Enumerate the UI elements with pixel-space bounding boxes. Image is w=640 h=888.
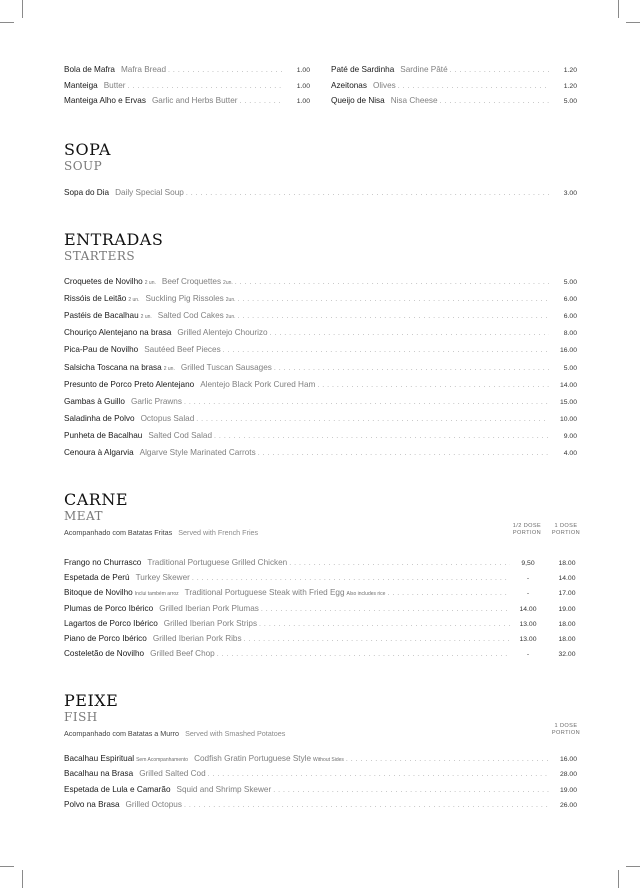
- menu-item: [64, 396, 577, 408]
- dot-leader: [450, 65, 549, 76]
- item-price: 16.00: [559, 347, 577, 355]
- dot-leader: [235, 277, 549, 288]
- dot-leader: [217, 649, 510, 660]
- item-name-en: Mafra Bread: [120, 65, 167, 74]
- note-en: Served with French Fries: [178, 528, 259, 537]
- item-name-pt: Paté de Sardinha: [331, 65, 395, 74]
- note-pt: Acompanhado com Batatas a Murro: [64, 729, 180, 738]
- item-name-en: Octopus Salad: [140, 413, 195, 423]
- item-name-en: Traditional Portuguese Grilled Chicken: [147, 558, 288, 567]
- item-qty-en: Without Sides: [313, 757, 344, 763]
- item-half-price: -: [526, 651, 530, 659]
- item-qty-en: 2un.: [223, 280, 233, 286]
- item-price: 19.00: [559, 786, 577, 794]
- item-qty-en: 2un.: [225, 314, 236, 321]
- dot-leader: [192, 573, 510, 584]
- item-name-pt: Rissóis de Leitão: [64, 294, 127, 304]
- menu-item: [64, 80, 310, 92]
- section-note-fish: [64, 729, 285, 738]
- menu-item: [331, 80, 577, 92]
- section-subtitle-starters: STARTERS: [64, 249, 136, 263]
- item-name-pt: Sopa do Dia: [64, 188, 110, 197]
- column-header-half-portion: [509, 523, 545, 537]
- column-header-full-portion: [546, 723, 586, 737]
- section-title-entradas: ENTRADAS: [64, 230, 164, 249]
- item-half-price: -: [526, 590, 530, 598]
- item-price: 5.00: [563, 279, 577, 286]
- item-qty-en: 2un.: [225, 297, 236, 304]
- dot-leader: [259, 619, 510, 630]
- item-name-en: Grilled Beef Chop: [150, 649, 215, 659]
- item-name-pt: Pastéis de Bacalhau: [64, 311, 139, 321]
- menu-item: [64, 753, 577, 766]
- menu-item: [64, 95, 310, 107]
- item-half-price: 13.00: [519, 620, 537, 628]
- dot-leader: [440, 96, 549, 107]
- item-name-en: Suckling Pig Rissoles: [145, 294, 224, 304]
- section-title-peixe: PEIXE: [64, 691, 119, 710]
- crop-mark: [22, 870, 23, 888]
- item-name-pt: Espetada de Lula e Camarão: [64, 784, 171, 794]
- menu-item: [64, 430, 577, 442]
- dot-leader: [261, 604, 510, 615]
- item-qty-pt: 2 un.: [140, 314, 152, 321]
- menu-item: [64, 648, 585, 660]
- menu-item: [64, 413, 577, 425]
- crop-mark: [22, 0, 23, 18]
- item-price: 14.00: [558, 575, 576, 583]
- item-name-pt: Bola de Mafra: [64, 65, 115, 74]
- item-name-pt: Frango no Churrasco: [64, 558, 142, 567]
- item-price: 1.20: [563, 67, 577, 74]
- dot-leader: [258, 448, 549, 459]
- dot-leader: [223, 345, 549, 356]
- menu-item: [64, 447, 577, 459]
- menu-item: [64, 327, 577, 339]
- dot-leader: [238, 294, 550, 305]
- menu-item: [64, 344, 577, 356]
- item-name-pt: Pica-Pau de Novilho: [64, 345, 139, 355]
- section-title-carne: CARNE: [64, 490, 129, 509]
- menu-item: [64, 799, 577, 811]
- item-name-en: Grilled Iberian Pork Strips: [163, 618, 258, 628]
- item-name-en: Sautéed Beef Pieces: [144, 345, 221, 355]
- menu-item: [64, 768, 577, 780]
- column-header-line: 1/2 DOSE: [512, 523, 542, 529]
- item-name-pt: Lagartos de Porco Ibérico: [64, 618, 158, 628]
- crop-mark: [0, 866, 14, 867]
- item-name-en: Algarve Style Marinated Carrots: [139, 448, 256, 457]
- item-price: 10.00: [559, 415, 577, 423]
- item-qty-pt: 2 un.: [128, 297, 140, 304]
- item-price: 26.00: [559, 801, 577, 809]
- dot-leader: [387, 588, 510, 599]
- dot-leader: [244, 634, 510, 645]
- item-name-pt: Bitoque de Novilho: [64, 588, 133, 598]
- item-price: 6.00: [563, 296, 577, 304]
- menu-item: [64, 293, 577, 306]
- item-name-en: Codfish Gratin Portuguese Style: [194, 754, 312, 763]
- item-price: 16.00: [559, 756, 577, 763]
- dot-leader: [240, 96, 283, 107]
- menu-item: [64, 379, 577, 391]
- item-half-price: 13.00: [519, 636, 537, 643]
- item-price: 28.00: [559, 771, 577, 779]
- section-subtitle-meat: MEAT: [64, 509, 104, 523]
- item-name-pt: Queijo de Nisa: [331, 96, 385, 105]
- dot-leader: [273, 785, 549, 796]
- menu-item: [64, 633, 585, 645]
- item-name-pt: Azeitonas: [331, 80, 367, 90]
- item-name-pt: Polvo na Brasa: [64, 799, 120, 809]
- item-name-en: Beef Croquettes: [161, 277, 222, 286]
- item-name-en: Traditional Portuguese Steak with Fried Egg: [184, 588, 345, 598]
- note-en: Served with Smashed Potatoes: [185, 729, 286, 738]
- menu-item: [64, 587, 585, 600]
- item-half-price: 9,50: [521, 560, 535, 567]
- menu-item: [64, 187, 577, 199]
- note-pt: Acompanhado com Batatas Fritas: [64, 528, 173, 537]
- column-header-line: PORTION: [512, 530, 542, 536]
- item-price: 5.00: [563, 364, 577, 372]
- dot-leader: [289, 558, 510, 569]
- dot-leader: [186, 188, 549, 199]
- item-name-pt: Croquetes de Novilho: [64, 277, 143, 286]
- item-name-en: Olives: [372, 80, 396, 90]
- item-name-pt: Salsicha Toscana na brasa: [64, 362, 162, 372]
- crop-mark: [618, 0, 619, 18]
- item-price: 1.00: [296, 82, 310, 90]
- dot-leader: [274, 363, 549, 374]
- item-name-pt: Manteiga Alho e Ervas: [64, 96, 146, 105]
- dot-leader: [184, 397, 549, 408]
- item-qty-en: Also includes rice: [346, 591, 386, 598]
- dot-leader: [238, 311, 549, 322]
- item-name-en: Squid and Shrimp Skewer: [176, 784, 272, 794]
- section-subtitle-soup: SOUP: [64, 159, 103, 173]
- dot-leader: [184, 800, 549, 811]
- item-name-en: Grilled Iberian Pork Plumas: [159, 603, 259, 613]
- column-header-line: PORTION: [551, 530, 581, 536]
- menu-item: [64, 362, 577, 375]
- menu-item: [64, 572, 585, 584]
- item-name-en: Salted Cod Cakes: [157, 311, 224, 321]
- item-price: 18.00: [558, 636, 576, 643]
- item-price: 1.00: [296, 98, 310, 105]
- item-name-en: Alentejo Black Pork Cured Ham: [200, 379, 316, 389]
- item-name-en: Grilled Tuscan Sausages: [180, 362, 272, 372]
- item-name-en: Nisa Cheese: [390, 96, 438, 105]
- crop-mark: [626, 22, 640, 23]
- dot-leader: [398, 81, 549, 92]
- item-name-en: Grilled Salted Cod: [139, 769, 206, 779]
- menu-item: [64, 310, 577, 323]
- item-name-pt: Bacalhau Espiritual: [64, 754, 135, 763]
- menu-item: [331, 64, 577, 76]
- column-header-line: 1 DOSE: [554, 523, 578, 529]
- crop-mark: [618, 870, 619, 888]
- item-qty-pt: Sem Acompanhamento: [136, 757, 189, 763]
- item-price: 1.00: [296, 67, 310, 74]
- item-name-en: Grilled Iberian Pork Ribs: [152, 634, 242, 643]
- item-half-price: 14.00: [519, 605, 537, 613]
- item-price: 17.00: [558, 590, 576, 598]
- menu-item: [64, 603, 585, 615]
- dot-leader: [196, 414, 549, 425]
- item-price: 15.00: [559, 398, 577, 406]
- item-price: 14.00: [559, 381, 577, 389]
- item-qty-pt: 2 un.: [144, 280, 156, 286]
- menu-item: [64, 557, 585, 569]
- item-price: 8.00: [563, 330, 577, 338]
- item-qty-pt: Inclui também arroz: [134, 591, 179, 598]
- item-name-en: Garlic Prawns: [130, 396, 182, 406]
- item-name-en: Sardine Pâté: [400, 65, 448, 74]
- item-price: 4.00: [563, 450, 577, 457]
- item-qty-pt: 2 un.: [163, 365, 175, 372]
- item-name-pt: Manteiga: [64, 80, 98, 90]
- item-name-pt: Costeletão de Novilho: [64, 649, 145, 659]
- item-price: 9.00: [563, 432, 577, 440]
- item-name-pt: Piano de Porco Ibérico: [64, 634, 147, 643]
- item-price: 18.00: [558, 560, 576, 567]
- item-price: 5.00: [563, 98, 577, 105]
- section-subtitle-fish: FISH: [64, 710, 98, 724]
- item-name-pt: Punheta de Bacalhau: [64, 430, 143, 440]
- dot-leader: [270, 328, 549, 339]
- dot-leader: [346, 754, 549, 765]
- dot-leader: [168, 65, 282, 76]
- item-name-pt: Espetada de Perú: [64, 573, 130, 583]
- item-name-en: Salted Cod Salad: [148, 430, 213, 440]
- item-name-en: Garlic and Herbs Butter: [151, 96, 238, 105]
- menu-item: [64, 64, 310, 76]
- item-name-en: Grilled Octopus: [125, 799, 182, 809]
- dot-leader: [128, 81, 282, 92]
- item-name-pt: Saladinha de Polvo: [64, 413, 135, 423]
- item-price: 1.20: [563, 82, 577, 90]
- section-title-sopa: SOPA: [64, 140, 111, 159]
- item-half-price: -: [526, 575, 530, 583]
- menu-item: [64, 618, 585, 630]
- item-name-pt: Presunto de Porco Preto Alentejano: [64, 379, 195, 389]
- item-price: 32.00: [558, 651, 576, 659]
- dot-leader: [317, 380, 549, 391]
- crop-mark: [626, 866, 640, 867]
- item-price: 3.00: [563, 190, 577, 197]
- menu-item: [64, 276, 577, 289]
- column-header-line: 1 DOSE: [554, 723, 578, 729]
- item-price: 6.00: [563, 313, 577, 321]
- item-name-pt: Bacalhau na Brasa: [64, 769, 134, 779]
- item-name-pt: Cenoura à Algarvia: [64, 448, 134, 457]
- crop-mark: [0, 22, 14, 23]
- section-note-meat: [64, 528, 258, 537]
- item-price: 18.00: [558, 620, 576, 628]
- item-name-en: Butter: [103, 80, 126, 90]
- item-name-pt: Plumas de Porco Ibérico: [64, 603, 154, 613]
- menu-item: [331, 95, 577, 107]
- item-name-pt: Chouriço Alentejano na brasa: [64, 328, 172, 338]
- item-name-en: Daily Special Soup: [115, 188, 184, 197]
- item-name-pt: Gambas à Guillo: [64, 396, 125, 406]
- column-header-full-portion: [548, 523, 584, 537]
- column-header-line: PORTION: [551, 730, 581, 736]
- dot-leader: [208, 769, 549, 780]
- menu-item: [64, 784, 577, 796]
- item-price: 19.00: [558, 605, 576, 613]
- item-name-en: Grilled Alentejo Chourizo: [177, 328, 268, 338]
- item-name-en: Turkey Skewer: [135, 573, 190, 583]
- dot-leader: [214, 431, 549, 442]
